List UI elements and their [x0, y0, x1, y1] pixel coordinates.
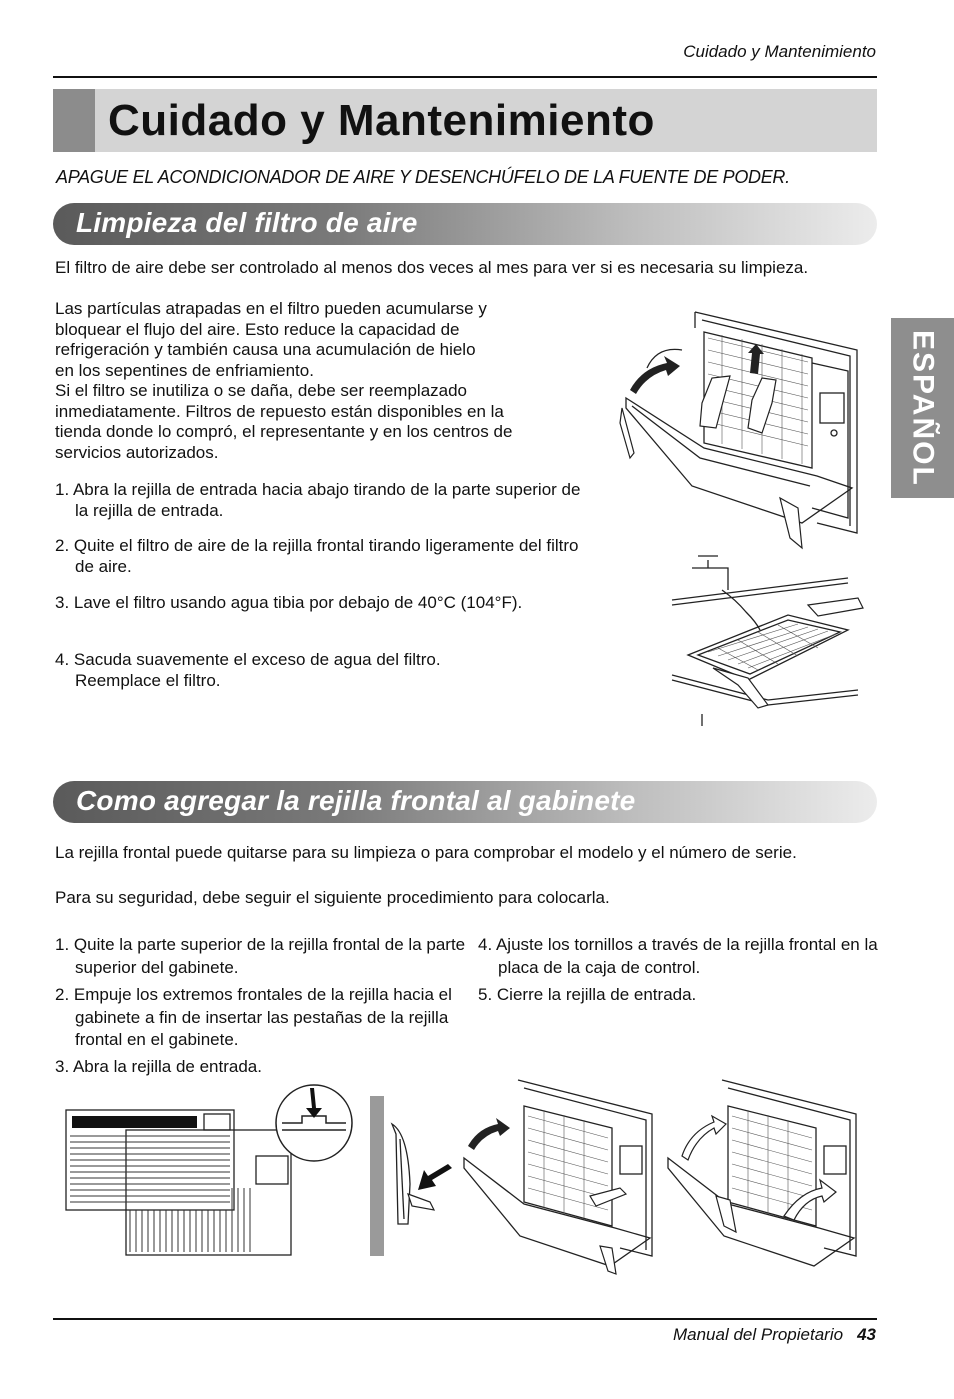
section2-safety: Para su seguridad, debe seguir el siguiente procedimiento para colocarla. [55, 888, 610, 907]
section1-body: Las partículas atrapadas en el filtro pueden acumularse y bloquear el flujo del aire. Esto reduce la capacidad de refrigeración y también causa una acumulación de hielo en los sepentines de enfriamiento. Si el filtro se inutiliza o se daña, debe ser reemplazado inmediatamente. Filtros de repuesto están disponibles en la tienda donde lo compró, el representante y en los centros de servicios autorizados. [55, 299, 513, 462]
side-view-illustration [368, 1094, 458, 1259]
section1-step-4: 4. Sacuda suavemente el exceso de agua del filtro. Reemplace el filtro. [55, 650, 441, 690]
footer-rule [53, 1318, 877, 1320]
wash-filter-illustration [668, 550, 868, 730]
running-header: Cuidado y Mantenimiento [683, 42, 876, 61]
page-number: 43 [857, 1325, 876, 1344]
section1-step-3: 3. Lave el filtro usando agua tibia por debajo de 40°C (104°F). [55, 593, 523, 612]
section1-step-2: 2. Quite el filtro de aire de la rejilla frontal tirando ligeramente del filtro de aire. [55, 536, 579, 576]
section2-step-5: 5. Cierre la rejilla de entrada. [478, 985, 697, 1004]
grille-open-step-illustration [460, 1076, 660, 1276]
section2-heading: Como agregar la rejilla frontal al gabinete [76, 785, 636, 816]
section2-step-4: 4. Ajuste los tornillos a través de la rejilla frontal en la placa de la caja de control. [478, 935, 878, 977]
page-title: Cuidado y Mantenimiento [108, 96, 655, 145]
grille-close-step-illustration [664, 1076, 864, 1276]
warning-text: APAGUE EL ACONDICIONADOR DE AIRE Y DESENCHÚFELO DE LA FUENTE DE PODER. [56, 167, 790, 187]
unit-front-illustration [64, 1088, 359, 1258]
section2-step-2: 2. Empuje los extremos frontales de la rejilla hacia el gabinete a fin de insertar las pestañas de la rejilla frontal en el gabinete. [55, 985, 452, 1049]
header-rule [53, 76, 877, 78]
language-tab-label: ESPAÑOL [906, 329, 940, 487]
footer-manual-title: Manual del Propietario [672, 1325, 844, 1344]
section1-heading: Limpieza del filtro de aire [76, 207, 418, 238]
page-footer [673, 1325, 876, 1345]
section1-intro: El filtro de aire debe ser controlado al menos dos veces al mes para ver si es necesaria su limpieza. [55, 258, 809, 277]
open-grille-illustration [612, 308, 867, 558]
section1-step-1: 1. Abra la rejilla de entrada hacia abajo tirando de la parte superior de la rejilla de entrada. [55, 480, 581, 520]
section2-step-3: 3. Abra la rejilla de entrada. [55, 1057, 262, 1076]
section2-intro: La rejilla frontal puede quitarse para su limpieza o para comprobar el modelo y el número de serie. [55, 843, 797, 862]
section2-step-1: 1. Quite la parte superior de la rejilla frontal de la parte superior del gabinete. [55, 935, 466, 977]
title-tab [53, 89, 95, 152]
